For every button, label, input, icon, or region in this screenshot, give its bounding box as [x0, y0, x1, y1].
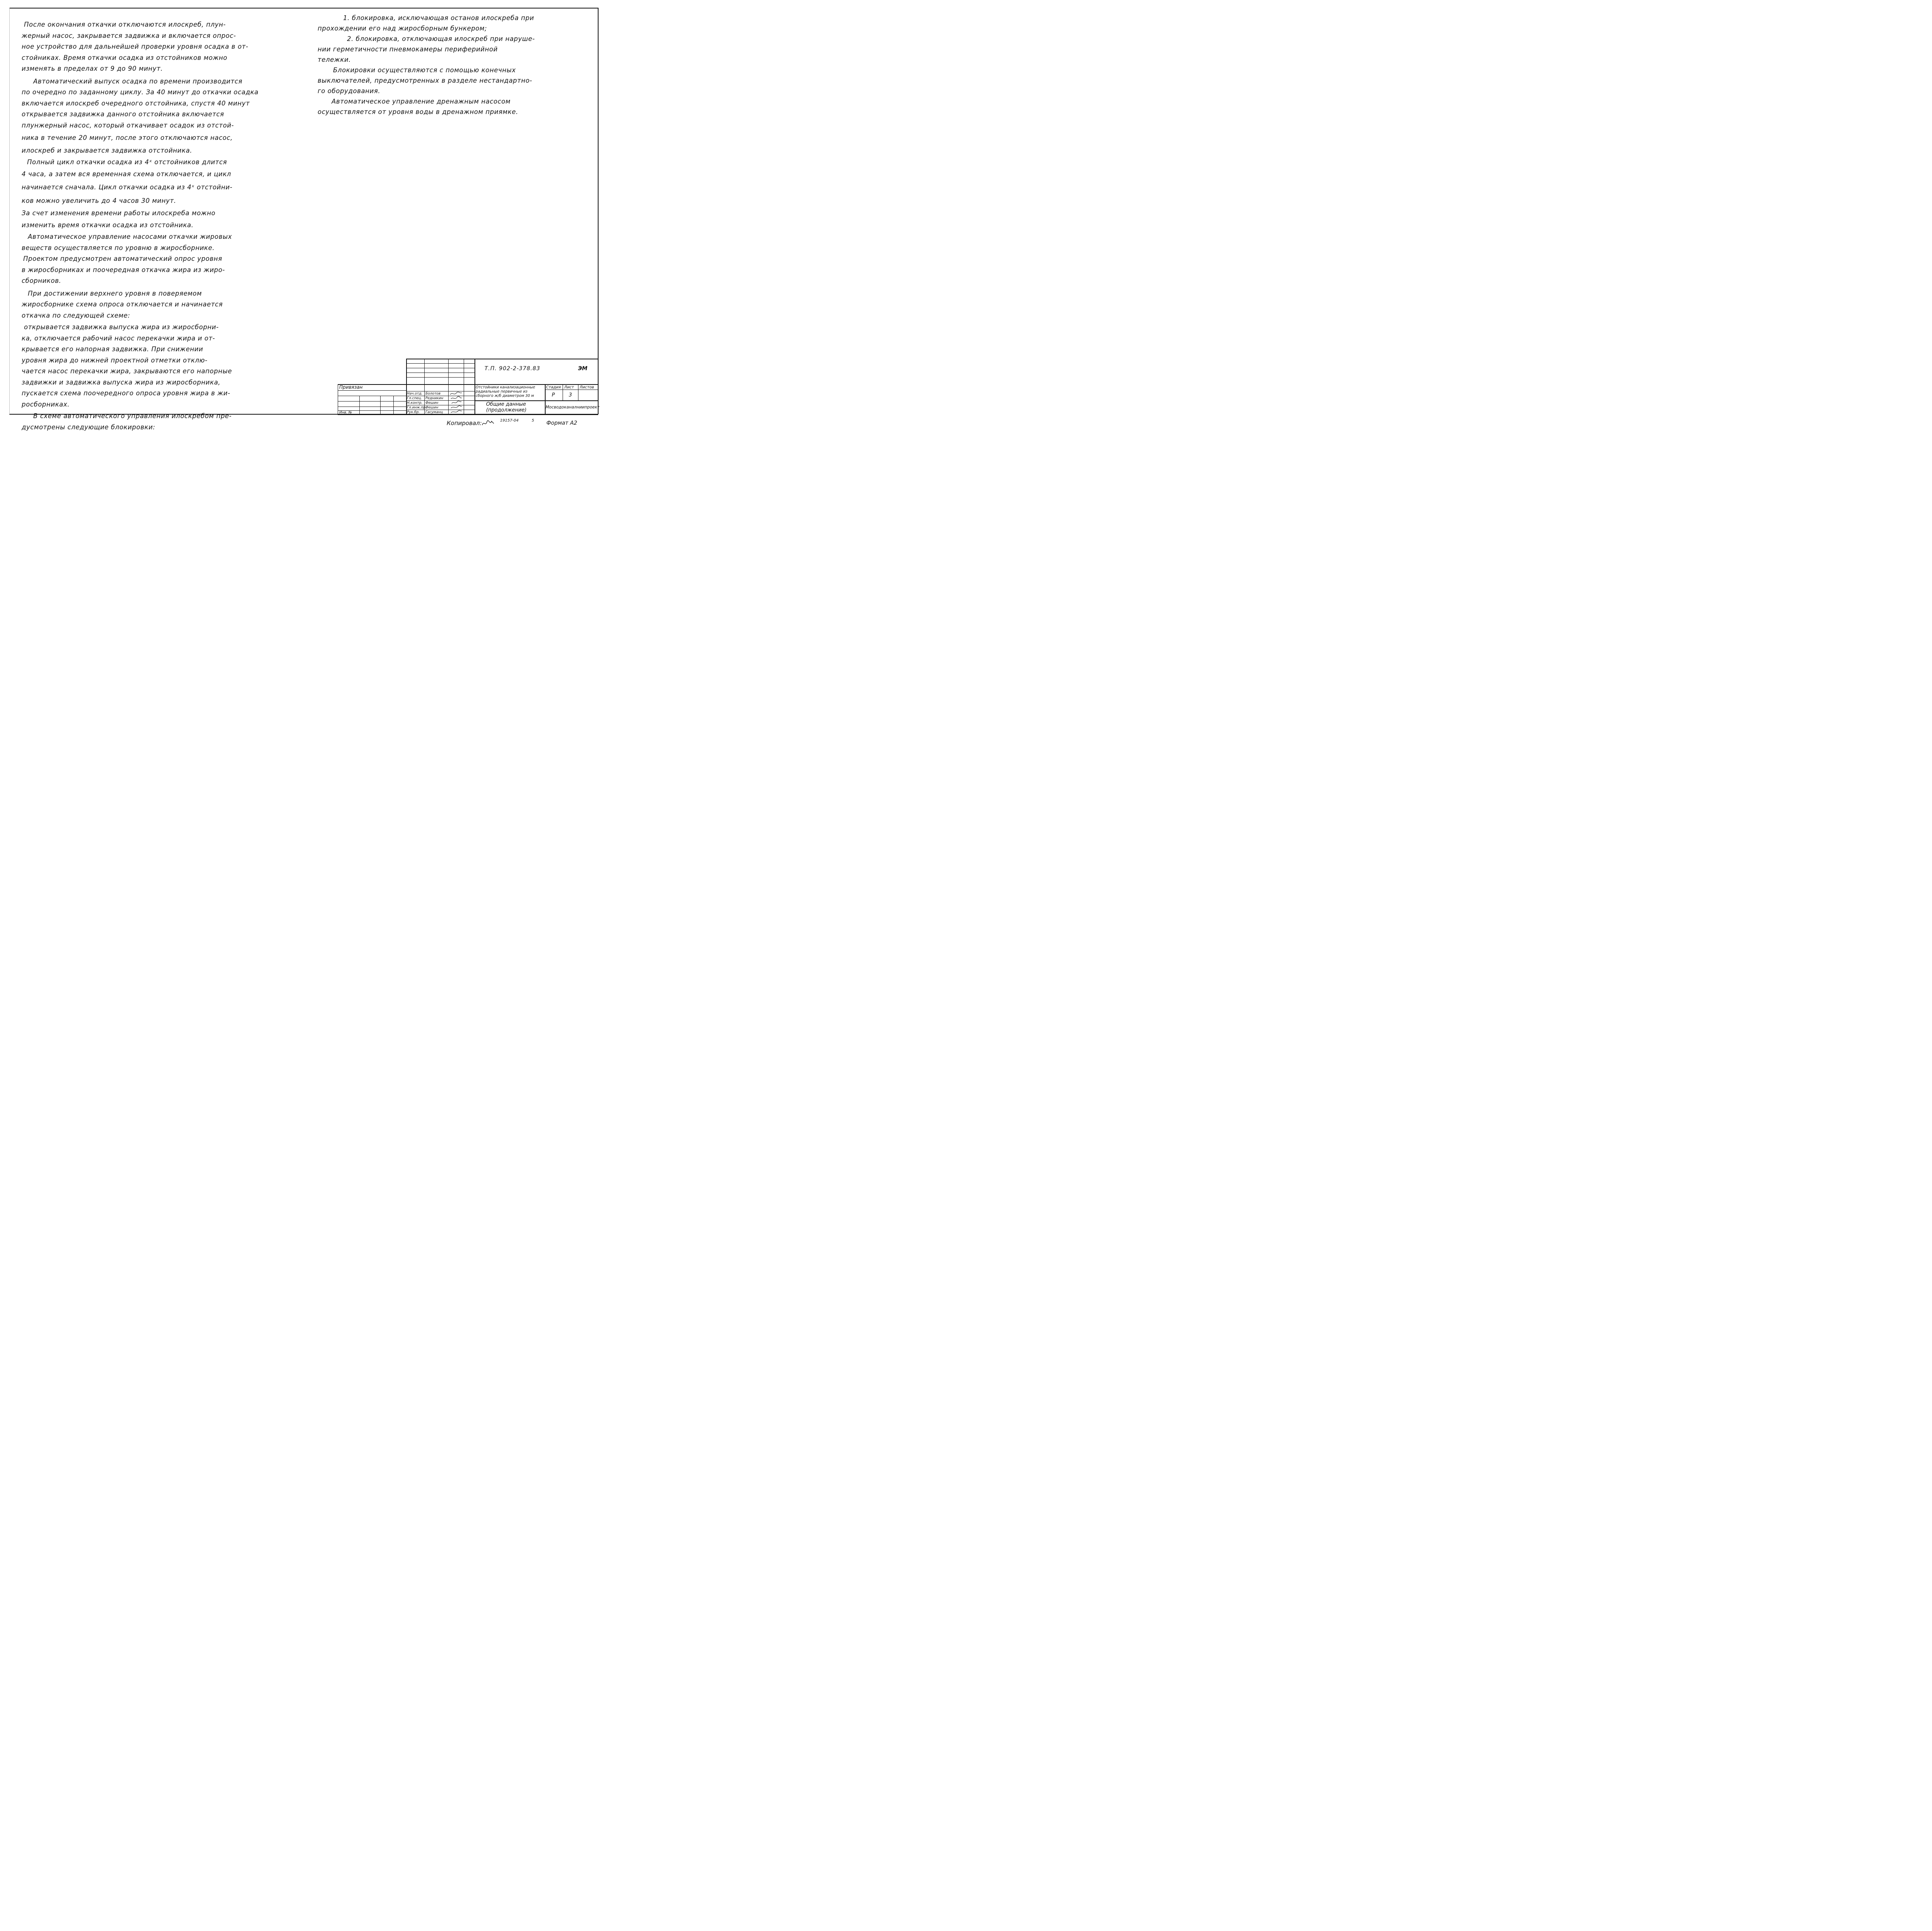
organization-name: Мосводоканалниипроект: [546, 405, 600, 410]
text-line: чается насос перекачки жира, закрываются его напорные: [22, 367, 232, 375]
text-line: В схеме автоматического управления илоскребом пре-: [33, 412, 232, 420]
sheet-title-line: Общие данные: [486, 402, 526, 407]
text-line: открывается задвижка выпуска жира из жиросборни-: [24, 323, 219, 331]
text-line: 2. блокировка, отключающая илоскреб при наруше-: [347, 35, 535, 43]
tb-line: [474, 359, 475, 415]
text-line: начинается сначала. Цикл откачки осадка из 4ˣ отстойни-: [22, 184, 233, 191]
text-line: росборниках.: [22, 400, 70, 408]
tb-line: [380, 396, 381, 415]
text-line: Автоматическое управление дренажным насосом: [332, 98, 511, 105]
frame-border-top: [9, 8, 598, 9]
copy-page-number: 5: [532, 419, 534, 423]
text-line: ков можно увеличить до 4 часов 30 минут.: [22, 197, 176, 204]
text-line: го оборудования.: [318, 87, 381, 95]
document-mark: ЭМ: [578, 366, 588, 372]
copied-by-label: Копировал:: [447, 420, 482, 427]
text-line: илоскреб и закрывается задвижка отстойника.: [22, 146, 192, 154]
text-line: Автоматическое управление насосами откачки жировых: [28, 233, 232, 240]
text-line: ное устройство для дальнейшей проверки уровня осадка в от-: [22, 43, 248, 50]
text-line: При достижении верхнего уровня в поверяемом: [28, 289, 202, 297]
text-line: по очередно по заданному циклу. За 40 минут до откачки осадка: [22, 88, 259, 96]
role-label: Рук.бр.: [407, 410, 420, 414]
person-name: Фешин: [425, 406, 439, 410]
text-line: сборников.: [22, 277, 61, 284]
document-code: Т.П. 902-2-378.83: [485, 366, 541, 372]
paper-format: Формат А2: [546, 420, 577, 426]
role-label: Н.контр.: [407, 401, 423, 405]
tb-line: [406, 400, 474, 401]
tb-line: [359, 396, 360, 415]
object-name-line: сборного ж/б диаметром 30 м: [476, 394, 534, 398]
text-line: плунжерный насос, который откачивает осадок из отстой-: [22, 121, 234, 129]
text-line: тележки.: [318, 56, 351, 63]
sheets-label: Листов: [580, 385, 594, 390]
text-line: 4 часа, а затем вся временная схема отключается, и цикл: [22, 170, 231, 178]
text-line: ка, отключается рабочий насос перекачки жира и от-: [22, 334, 215, 342]
text-line: осуществляется от уровня воды в дренажном приямке.: [318, 108, 519, 116]
text-line: Блокировки осуществляются с помощью конечных: [333, 66, 516, 74]
left-text-column: [22, 19, 292, 433]
frame-border-left: [9, 8, 10, 414]
text-line: После окончания откачки отключаются илоскреб, плун-: [24, 21, 226, 28]
stage-value: Р: [552, 392, 555, 398]
text-line: задвижки и задвижка выпуска жира из жиросборника,: [22, 378, 221, 386]
person-name: Редникин: [425, 396, 444, 400]
tb-line: [338, 414, 598, 415]
tb-line: [474, 400, 598, 401]
text-line: Полный цикл откачки осадка из 4ˣ отстойников длится: [27, 158, 227, 166]
tb-line: [406, 363, 474, 364]
text-line: изменять в пределах от 9 до 90 минут.: [22, 65, 163, 72]
text-line: в жиросборниках и поочередная откачка жира из жиро-: [22, 266, 225, 274]
stage-label: Стадия: [546, 385, 561, 390]
right-text-column: [318, 13, 588, 117]
title-block: [338, 359, 598, 415]
role-label: Нач.отд.: [407, 392, 423, 396]
order-number: 19157-04: [500, 419, 519, 423]
text-line: прохождении его над жиросборным бункером;: [318, 25, 487, 32]
inventory-number-label: Инв. №: [339, 411, 352, 415]
text-line: нии герметичности пневмокамеры периферийной: [318, 46, 498, 53]
text-line: стойниках. Время откачки осадка из отстойников можно: [22, 54, 228, 61]
text-line: дусмотрены следующие блокировки:: [22, 423, 155, 431]
text-line: уровня жира до нижней проектной отметки отклю-: [22, 356, 207, 364]
signatures-image: [449, 391, 463, 414]
sheet-title-line: (продолжение): [486, 407, 527, 413]
text-line: открывается задвижка данного отстойника включается: [22, 111, 224, 118]
text-line: За счет изменения времени работы илоскреба можно: [22, 209, 216, 217]
text-line: 1. блокировка, исключающая останов илоскреба при: [343, 14, 534, 22]
tb-line: [406, 377, 474, 378]
sheet-number: 3: [569, 392, 572, 398]
person-name: Гасуманц: [425, 410, 443, 414]
tb-line: [338, 401, 406, 402]
role-label: Гл.спец.: [407, 396, 422, 400]
text-line: веществ осуществляется по уровню в жиросборнике.: [22, 244, 215, 252]
text-line: выключателей, предусмотренных в разделе нестандартно-: [318, 77, 532, 84]
person-name: Болотов: [425, 392, 440, 396]
text-line: Автоматический выпуск осадка по времени производится: [33, 77, 243, 85]
text-line: жерный насос, закрывается задвижка и включается опрос-: [22, 32, 236, 39]
copier-signature-image: [481, 419, 495, 427]
tb-line: [338, 390, 406, 391]
drawing-sheet: [0, 0, 606, 434]
text-line: включается илоскреб очередного отстойника, спустя 40 минут: [22, 99, 250, 107]
text-line: жиросборнике схема опроса отключается и начинается: [22, 301, 223, 308]
person-name: Фешин: [425, 401, 439, 405]
tb-line: [338, 384, 598, 385]
object-name-line: Отстойники канализационные: [476, 385, 536, 390]
tb-line: [545, 384, 546, 415]
text-line: пускается схема поочередного опроса уровня жира в жи-: [22, 390, 230, 397]
tb-line: [393, 396, 394, 415]
text-line: откачка по следующей схеме:: [22, 311, 130, 319]
role-label: Гл.инж.пр.: [407, 406, 427, 410]
frame-border-right: [598, 8, 599, 414]
object-name-line: радиальные первичные из: [476, 390, 527, 394]
text-line: ника в течение 20 минут, после этого отключаются насос,: [22, 134, 233, 141]
text-line: изменить время откачки осадка из отстойника.: [22, 221, 194, 229]
privyazan-label: Привязан: [339, 384, 363, 390]
sheet-label: Лист: [564, 385, 574, 390]
text-line: Проектом предусмотрен автоматический опрос уровня: [23, 255, 222, 262]
text-line: крывается его напорная задвижка. При снижении: [22, 345, 203, 353]
